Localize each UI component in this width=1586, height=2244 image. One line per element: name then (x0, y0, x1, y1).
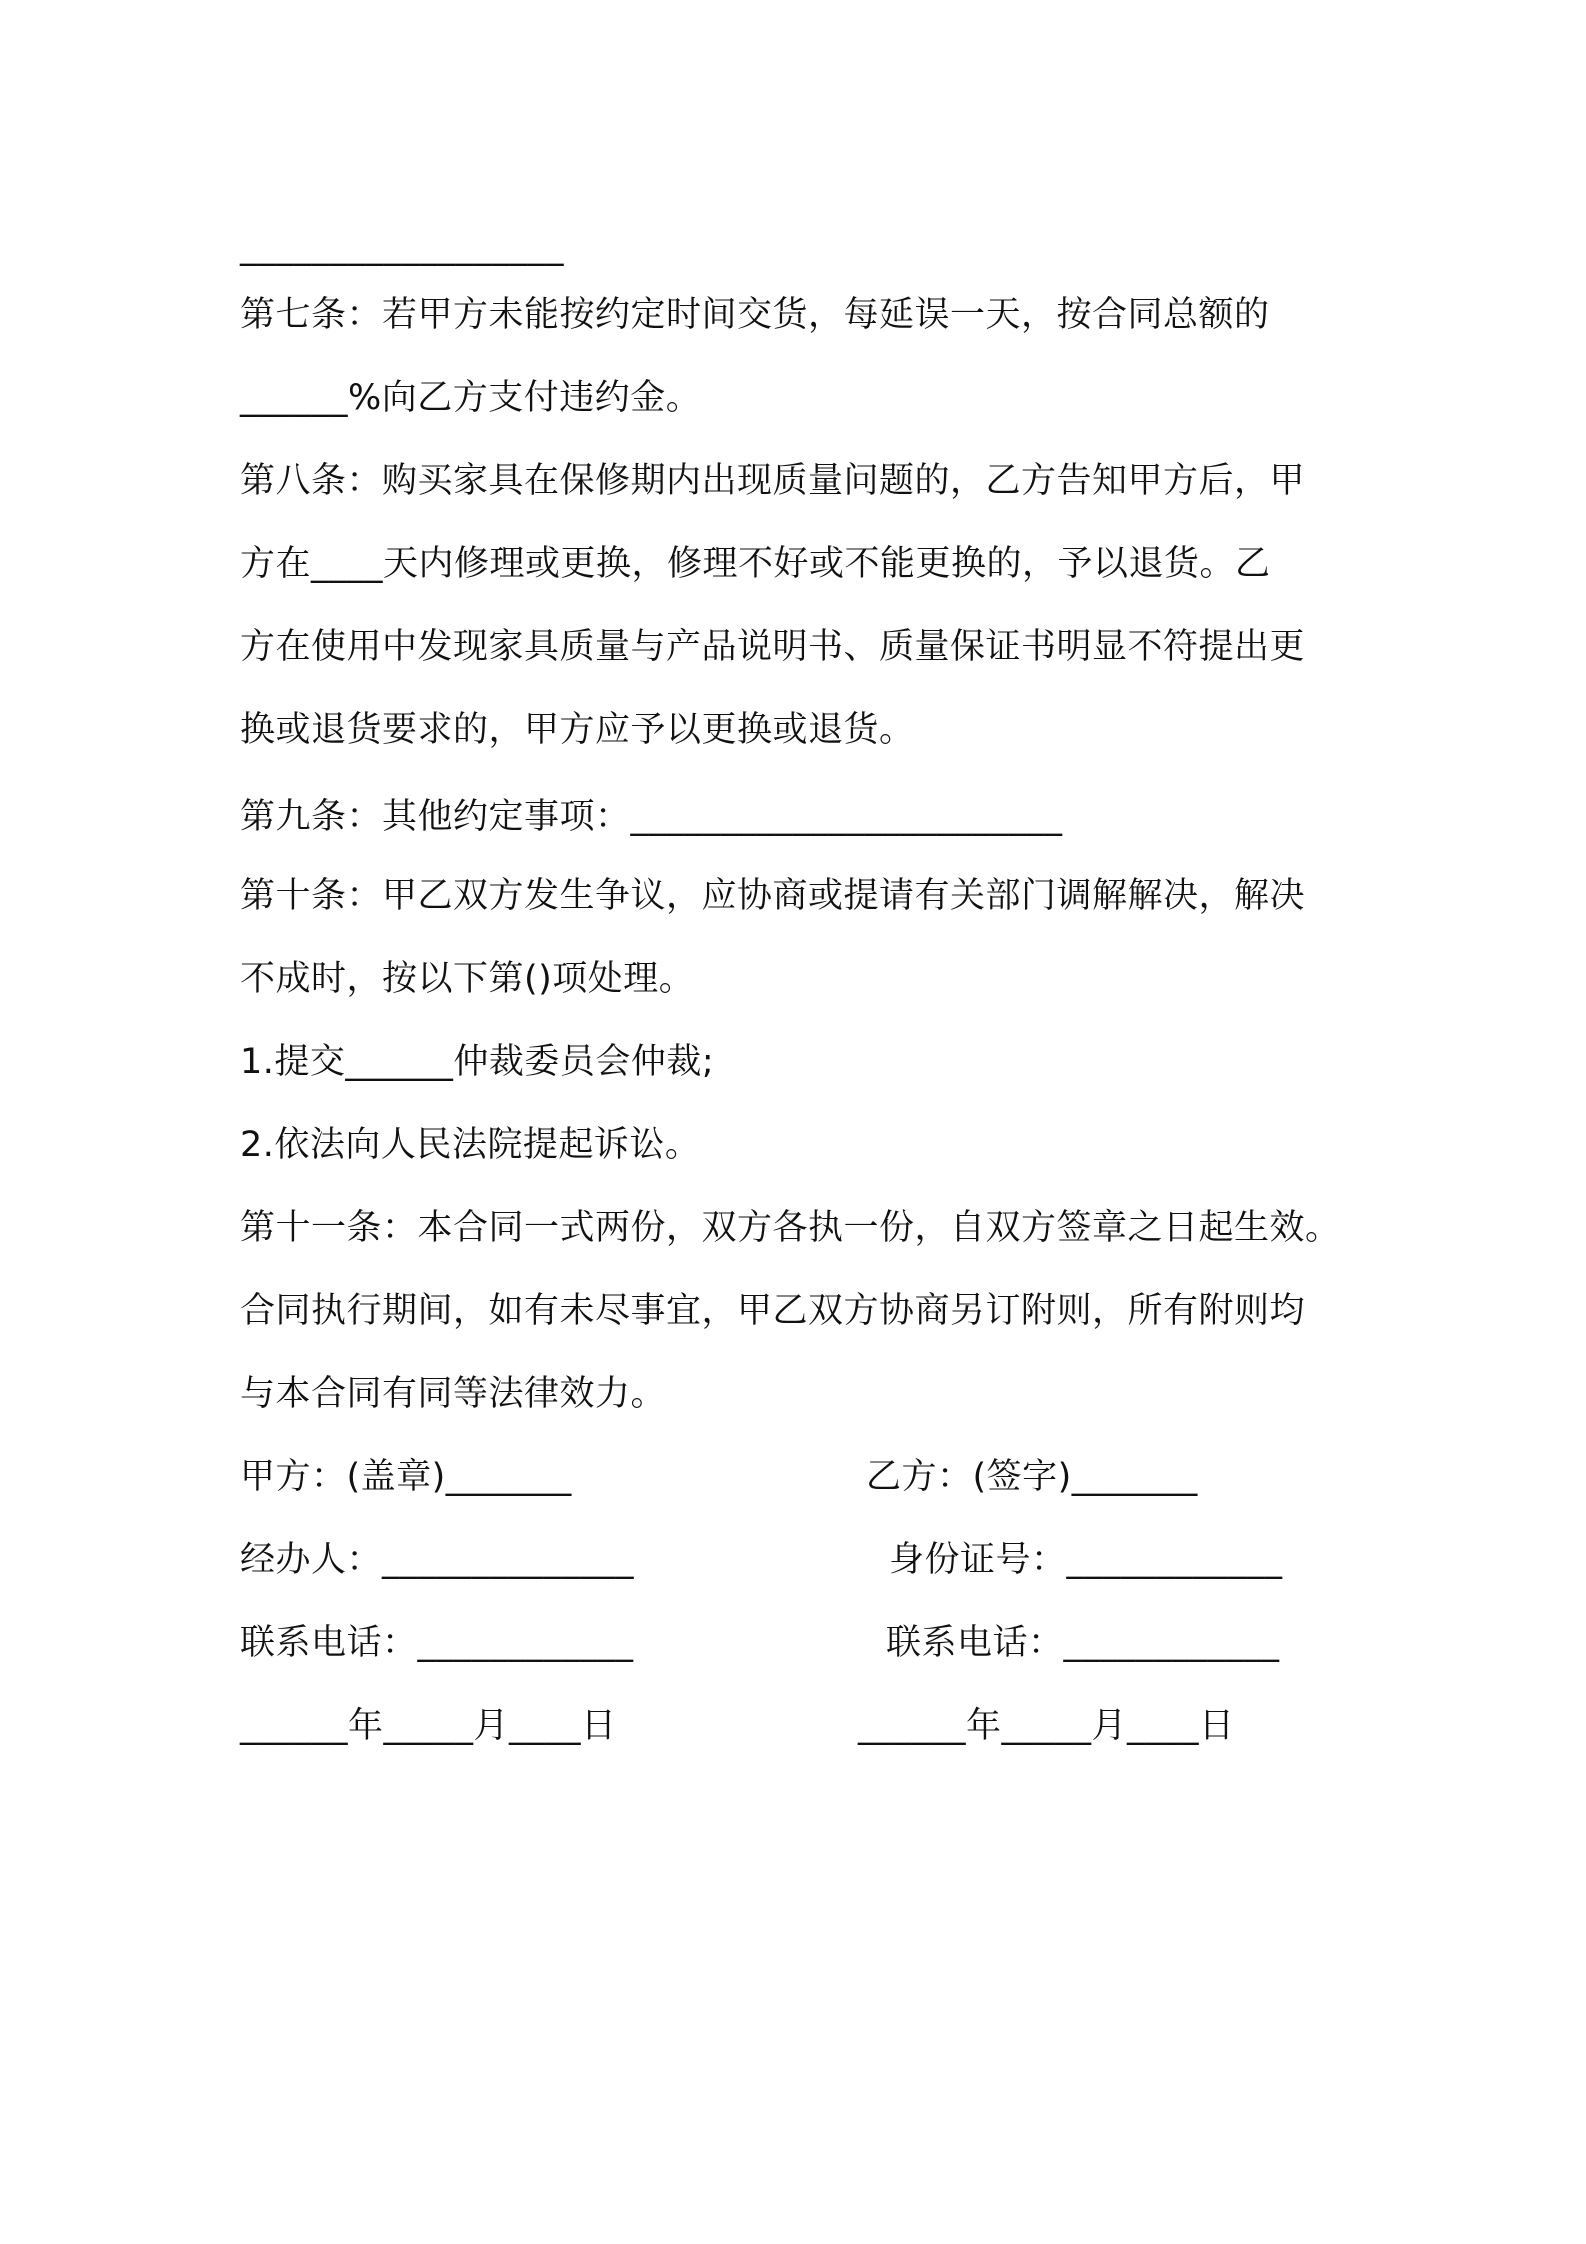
option-1: 1.提交______仲裁委员会仲裁; (240, 1042, 715, 1082)
party-b-phone: 联系电话：____________ (886, 1623, 1280, 1663)
blank-line: __________________ (240, 227, 564, 267)
article-8-line-4: 换或退货要求的，甲方应予以更换或退货。 (240, 710, 915, 750)
article-7-line-1: 第七条：若甲方未能按约定时间交货，每延误一天，按合同总额的 (240, 295, 1270, 335)
article-11-line-2: 合同执行期间，如有未尽事宜，甲乙双方协商另订附则，所有附则均 (240, 1291, 1306, 1331)
article-8-line-2: 方在____天内修理或更换，修理不好或不能更换的，予以退货。乙 (240, 544, 1271, 584)
party-a-date: ______年_____月____日 (240, 1706, 617, 1746)
article-10-line-2: 不成时，按以下第()项处理。 (240, 959, 695, 999)
party-b-sign: 乙方：(签字)_______ (866, 1457, 1198, 1497)
article-11-line-1: 第十一条：本合同一式两份，双方各执一份，自双方签章之日起生效。 (240, 1208, 1341, 1248)
article-9: 第九条：其他约定事项：________________________ (240, 797, 1063, 837)
article-11-line-3: 与本合同有同等法律效力。 (240, 1374, 667, 1414)
party-b-date: ______年_____月____日 (858, 1706, 1235, 1746)
article-8-line-3: 方在使用中发现家具质量与产品说明书、质量保证书明显不符提出更 (240, 627, 1306, 667)
party-a-seal: 甲方：(盖章)_______ (240, 1457, 572, 1497)
option-2: 2.依法向人民法院提起诉讼。 (240, 1125, 701, 1165)
article-7-line-2: ______%向乙方支付违约金。 (240, 378, 702, 418)
article-10-line-1: 第十条：甲乙双方发生争议，应协商或提请有关部门调解解决，解决 (240, 876, 1306, 916)
party-a-agent: 经办人：______________ (240, 1540, 635, 1580)
party-a-phone: 联系电话：____________ (240, 1623, 634, 1663)
party-b-id-number: 身份证号：____________ (889, 1540, 1283, 1580)
article-8-line-1: 第八条：购买家具在保修期内出现质量问题的，乙方告知甲方后，甲 (240, 461, 1306, 501)
